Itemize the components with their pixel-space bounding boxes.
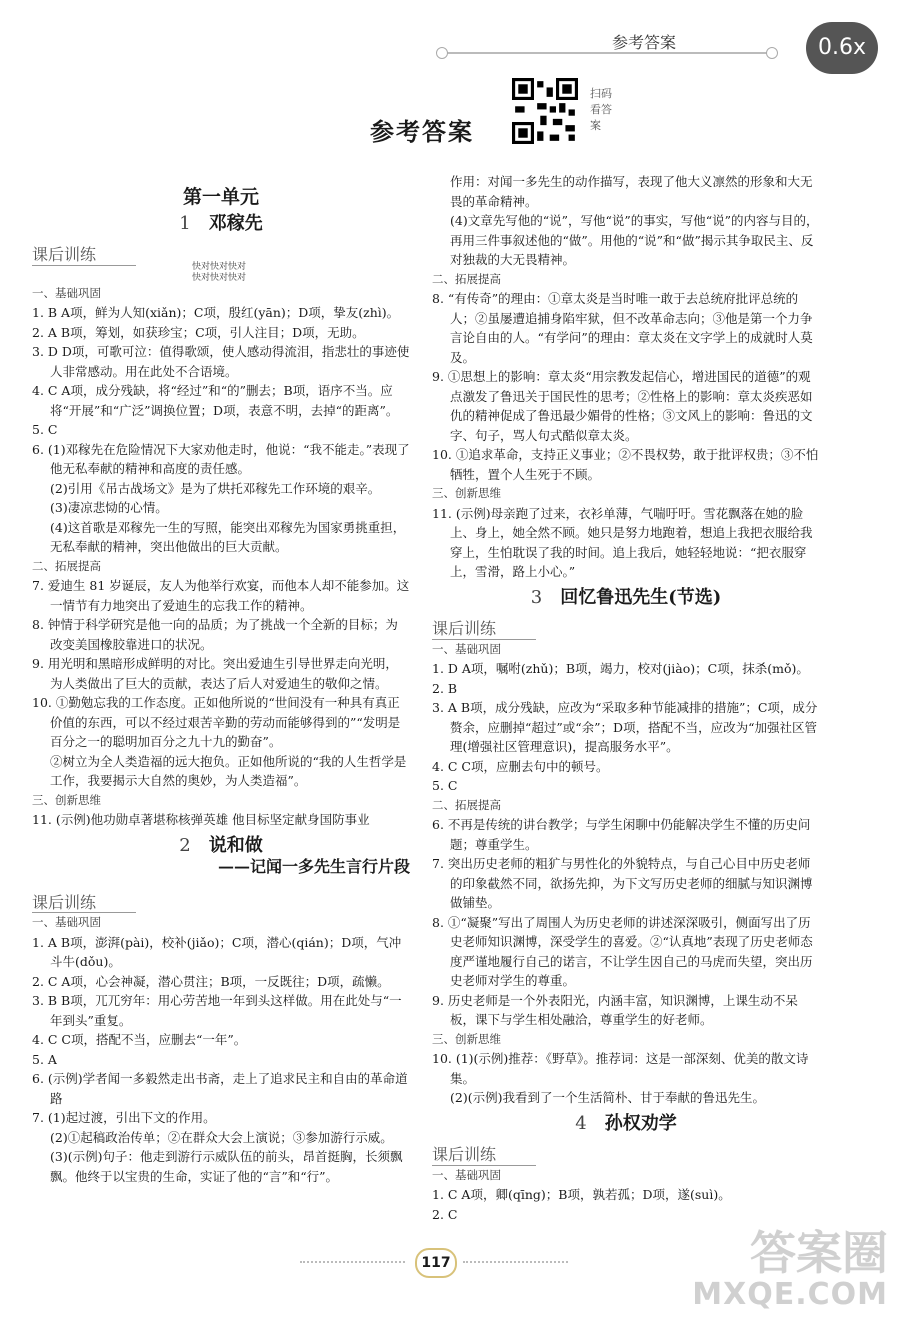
answer-item: 10. ①勤勉忘我的工作态度。正如他所说的“世间没有一种具有真正价值的东西，可以不经过艰苦辛勤的劳动而能够得到的”“发明是百分之一的聪明加百分之九十九的勤奋”。 <box>32 695 401 749</box>
answer-item: 1. D A项，嘱咐(zhǔ)；B项，竭力，校对(jiào)；C项，抹杀(mǒ)。 <box>432 661 809 676</box>
section-heading: 二、拓展提高 <box>432 797 501 812</box>
section-heading: 一、基础巩固 <box>432 1167 501 1182</box>
answer-item: (2)①起稿政治传单；②在群众大会上演说；③参加游行示威。 <box>50 1129 393 1145</box>
lesson-title: 说和做 <box>208 834 263 856</box>
left-column <box>32 188 410 1186</box>
lesson-heading <box>432 588 820 608</box>
exercise-heading: 课后训练 <box>32 893 136 914</box>
answer-item: (3)凄凉悲恸的心情。 <box>50 500 168 515</box>
answer-item: 8. ①“凝聚”写出了周围人为历史老师的讲述深深吸引，侧面写出了历史老师知识渊博，深受学生的喜爱。②“认真地”表现了历史老师态度严谨地履行自己的诺言，不让学生因自己的马虎而失望，突出历史老师对学生的尊重。 <box>432 914 813 988</box>
answer-item: 5. A <box>32 1051 57 1067</box>
answer-item: 7. 突出历史老师的粗犷与男性化的外貌特点，与自己心目中历史老师的印象截然不同，欲扬先抑，为下文写历史老师的细腻与知识渊博做铺垫。 <box>432 856 813 910</box>
qr-caption-line: 看答案 <box>590 103 612 132</box>
lesson-number: 4 <box>575 1112 587 1134</box>
answer-item: 7. (1)起过渡，引出下文的作用。 <box>32 1110 216 1125</box>
answer-item: 作用：对闻一多先生的动作描写，表现了他大义凛然的形象和大无畏的革命精神。 <box>450 174 813 209</box>
answer-item: 1. C A项，卿(qīng)；B项，孰若孤；D项，遂(suì)。 <box>432 1187 731 1202</box>
lesson-number: 2 <box>179 834 191 856</box>
answer-item: 3. A B项，成分残缺，应改为“采取多种节能减排的措施”；C项，成分赘余，应删掉“超过”或“余”；D项，搭配不当，应改为“加强社区管理(增强社区管理意识)，提高服务水平”。 <box>432 700 818 754</box>
answer-item: 4. C C项，搭配不当，应删去“一年”。 <box>32 1032 247 1047</box>
footer-dots <box>300 1261 405 1263</box>
answer-item: 10. ①追求革命，支持正义事业；②不畏权势，敢于批评权贵；③不怕牺牲，置个人生死于不顾。 <box>432 447 819 482</box>
answer-item: 10. (1)(示例)推荐：《野草》。推荐词：这是一部深刻、优美的散文诗集。 <box>432 1051 809 1086</box>
section-heading: 二、拓展提高 <box>432 271 501 286</box>
unit-heading: 第一单元 <box>182 186 259 208</box>
exercise-heading: 课后训练 <box>432 1145 536 1166</box>
lesson-number: 1 <box>179 212 191 234</box>
exercise-heading: 课后训练 <box>432 619 536 640</box>
lesson-heading <box>432 1114 820 1134</box>
answer-item: 3. B B项，兀兀穷年：用心劳苦地一年到头这样做。用在此处与“一年到头”重复。 <box>32 993 402 1028</box>
exercise-heading: 课后训练 <box>32 245 136 266</box>
answer-item: 4. C A项，成分残缺，将“经过”和“的”删去；B项，语序不当。应将“开展”和“广泛”调换位置；D项，表意不明，去掉“的距离”。 <box>32 383 399 418</box>
answer-item: (2)引用《吊古战场文》是为了烘托邓稼先工作环境的艰辛。 <box>50 480 381 496</box>
answer-item: 8. “有传奇”的理由：①章太炎是当时唯一敢于去总统府批评总统的人；②虽屡遭追捕身陷牢狱，但不改革命志向；③他是第一个力争言论自由的人。“有学问”的理由：章太炎在文字学上的成就时人莫及。 <box>432 291 813 365</box>
page-title: 参考答案 <box>370 117 474 146</box>
answer-item: 6. (1)邓稼先在危险情况下大家劝他走时，他说：“我不能走。”表现了他无私奉献的精神和高度的责任感。 <box>32 441 410 476</box>
header-rule-dot <box>436 47 448 59</box>
lesson-title: 邓稼先 <box>208 212 263 234</box>
header-rule <box>440 52 770 54</box>
answer-item: (2)(示例)我看到了一个生活简朴、甘于奉献的鲁迅先生。 <box>450 1090 765 1105</box>
section-heading: 二、拓展提高 <box>32 558 101 573</box>
answer-item: 4. C C项，应删去句中的顿号。 <box>432 758 609 774</box>
answer-item: 9. 历史老师是一个外表阳光，内涵丰富，知识渊博，上课生动不呆板，课下与学生相处融洽，尊重学生的好老师。 <box>432 992 798 1027</box>
answer-item: 9. 用光明和黑暗形成鲜明的对比。突出爱迪生引导世界走向光明，为人类做出了巨大的贡献，表达了后人对爱迪生的敬仰之情。 <box>32 656 398 691</box>
answer-item: 2. A B项，筹划，如获珍宝；C项，引人注目；D项，无助。 <box>32 324 365 340</box>
speed-badge[interactable]: 0.6x <box>806 22 878 74</box>
answer-item: 11. (示例)母亲跑了过来，衣衫单薄，气喘吁吁。雪花飘落在她的脸上、身上，她全然不顾。她只是努力地跑着，想追上我把衣服给我穿上，生怕耽误了我的时间。追上我后，她轻轻地说：“把衣服穿上，雪滑，路上小心。” <box>432 505 813 579</box>
watermark-text: 快对快对快对 <box>192 272 247 283</box>
section-heading: 三、创新思维 <box>432 486 501 500</box>
answer-item: (4)文章先写他的“说”，写他“说”的事实，写他“说”的内容与目的，再用三件事叙述他的“做”。用他的“说”和“做”揭示其争取民主、反对独裁的大无畏精神。 <box>450 213 819 267</box>
page-number: 117 <box>415 1248 457 1278</box>
right-column <box>432 172 820 1224</box>
answer-item: 8. 钟情于科学研究是他一向的品质；为了挑战一个全新的目标；为改变美国橡胶靠进口的状况。 <box>32 617 398 652</box>
answer-item: 6. 不再是传统的讲台教学；与学生闲聊中仍能解决学生不懂的历史问题；尊重学生。 <box>432 817 811 852</box>
lesson-heading <box>32 214 410 234</box>
lesson-title: 孙权劝学 <box>604 1112 677 1134</box>
lesson-number: 3 <box>530 586 543 608</box>
qr-caption <box>590 86 620 134</box>
section-heading: 一、基础巩固 <box>32 915 101 929</box>
answer-item: 2. C A项，心会神凝，潜心贯注；B项，一反既往；D项，疏懒。 <box>32 973 390 989</box>
lesson-subtitle: ——记闻一多先生言行片段 <box>217 857 410 876</box>
section-heading: 一、基础巩固 <box>432 641 501 656</box>
answer-item: ②树立为全人类造福的远大抱负。正如他所说的“我的人生哲学是工作，我要揭示大自然的奥妙，为人类造福”。 <box>50 753 407 788</box>
answer-item: (3)(示例)句子：他走到游行示威队伍的前头，昂首挺胸，长须飘飘。他终于以宝贵的生命，实证了他的“言”和“行”。 <box>50 1149 403 1184</box>
footer-dots <box>463 1261 568 1263</box>
header-title: 参考答案 <box>612 33 677 52</box>
qr-code-icon[interactable] <box>512 78 578 144</box>
answer-item: 9. ①思想上的影响：章太炎“用宗教发起信心，增进国民的道德”的观点激发了鲁迅关于国民性的思考；②性格上的影响：章太炎疾恶如仇的精神促成了鲁迅最少媚骨的性格；③文风上的影响：鲁迅的文字、句子，骂人句式酷似章太炎。 <box>432 369 813 443</box>
answer-item: 1. A B项，澎湃(pài)，校补(jiǎo)；C项，潜心(qián)；D项，气冲斗牛(dǒu)。 <box>32 934 402 969</box>
section-heading: 三、创新思维 <box>432 1031 501 1046</box>
answer-item: 1. B A项，鲜为人知(xiǎn)；C项，殷红(yān)；D项，挚友(zhì)。 <box>32 305 400 320</box>
answer-item: 2. C <box>432 1206 458 1222</box>
site-watermark <box>692 1228 888 1312</box>
watermark-logo: 答案圈 <box>750 1226 888 1280</box>
answer-item: 11. (示例)他功勋卓著堪称核弹英雄 他目标坚定献身国防事业 <box>32 812 370 827</box>
section-heading: 三、创新思维 <box>32 792 101 807</box>
qr-caption-line: 扫码 <box>590 87 612 100</box>
header-rule-dot <box>766 47 778 59</box>
lesson-title: 回忆鲁迅先生(节选) <box>560 586 722 608</box>
section-heading: 一、基础巩固 <box>32 285 101 300</box>
lesson-heading <box>32 836 410 856</box>
answer-item: 7. 爱迪生 81 岁诞辰，友人为他举行欢宴，而他本人却不能参加。这一情节有力地突出了爱迪生的忘我工作的精神。 <box>32 578 410 613</box>
answer-item: (4)这首歌是邓稼先一生的写照，能突出邓稼先为国家勇挑重担，无私奉献的精神，突出他做出的巨大贡献。 <box>50 519 406 554</box>
watermark-text: 快对快对快对 <box>192 261 247 272</box>
answer-item: 3. D D项，可歌可泣：值得歌颂，使人感动得流泪，指悲壮的事迹使人非常感动。用在此处不合语境。 <box>32 344 410 379</box>
watermark-url: MXQE.COM <box>692 1277 888 1312</box>
answer-item: 2. B <box>432 680 458 696</box>
answer-item: 5. C <box>32 422 58 437</box>
answer-item: 5. C <box>432 778 458 793</box>
answer-item: 6. (示例)学者闻一多毅然走出书斋，走上了追求民主和自由的革命道路 <box>32 1071 408 1106</box>
